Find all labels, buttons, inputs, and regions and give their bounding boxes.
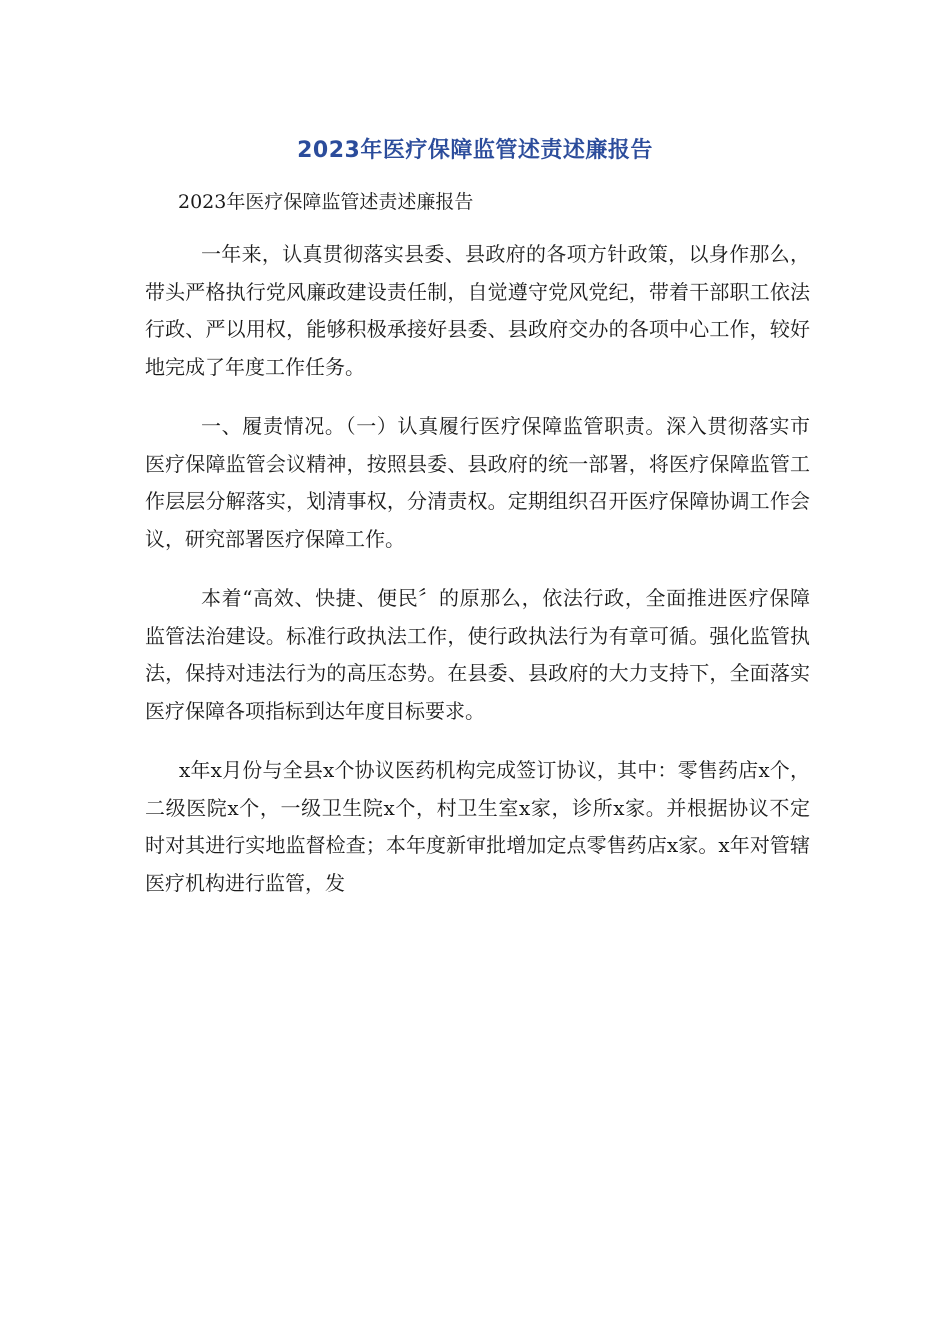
paragraph-law-enforcement: 本着“高效、快捷、便民〞的原那么，依法行政，全面推进医疗保障监管法治建设。标准行政执法工作，使行政执法行为有章可循。强化监管执法，保持对违法行为的高压态势。在县委、县政府的大力支持下，全面落实医疗保障各项指标到达年度目标要求。: [145, 586, 810, 723]
document-subtitle: 2023年医疗保障监管述责述廉报告: [178, 191, 474, 213]
paragraph-intro: 一年来，认真贯彻落实县委、县政府的各项方针政策，以身作那么，带头严格执行党风廉政建设责任制，自觉遵守党风党纪，带着干部职工依法行政、严以用权，能够积极承接好县委、县政府交办的各项中心工作，较好地完成了年度工作任务。: [145, 242, 810, 379]
document-title: 2023年医疗保障监管述责述廉报告: [297, 138, 653, 163]
paragraph-duties: 一、履责情况。（一）认真履行医疗保障监管职责。深入贯彻落实市医疗保障监管会议精神，按照县委、县政府的统一部署，将医疗保障监管工作层层分解落实，划清事权，分清责权。定期组织召开医疗保障协调工作会议，研究部署医疗保障工作。: [145, 414, 810, 551]
paragraph-agreements: x年x月份与全县x个协议医药机构完成签订协议，其中：零售药店x个，二级医院x个，一级卫生院x个，村卫生室x家，诊所x家。并根据协议不定时对其进行实地监督检查；本年度新审批增加定点零售药店x家。x年对管辖医疗机构进行监管，发: [145, 758, 810, 895]
